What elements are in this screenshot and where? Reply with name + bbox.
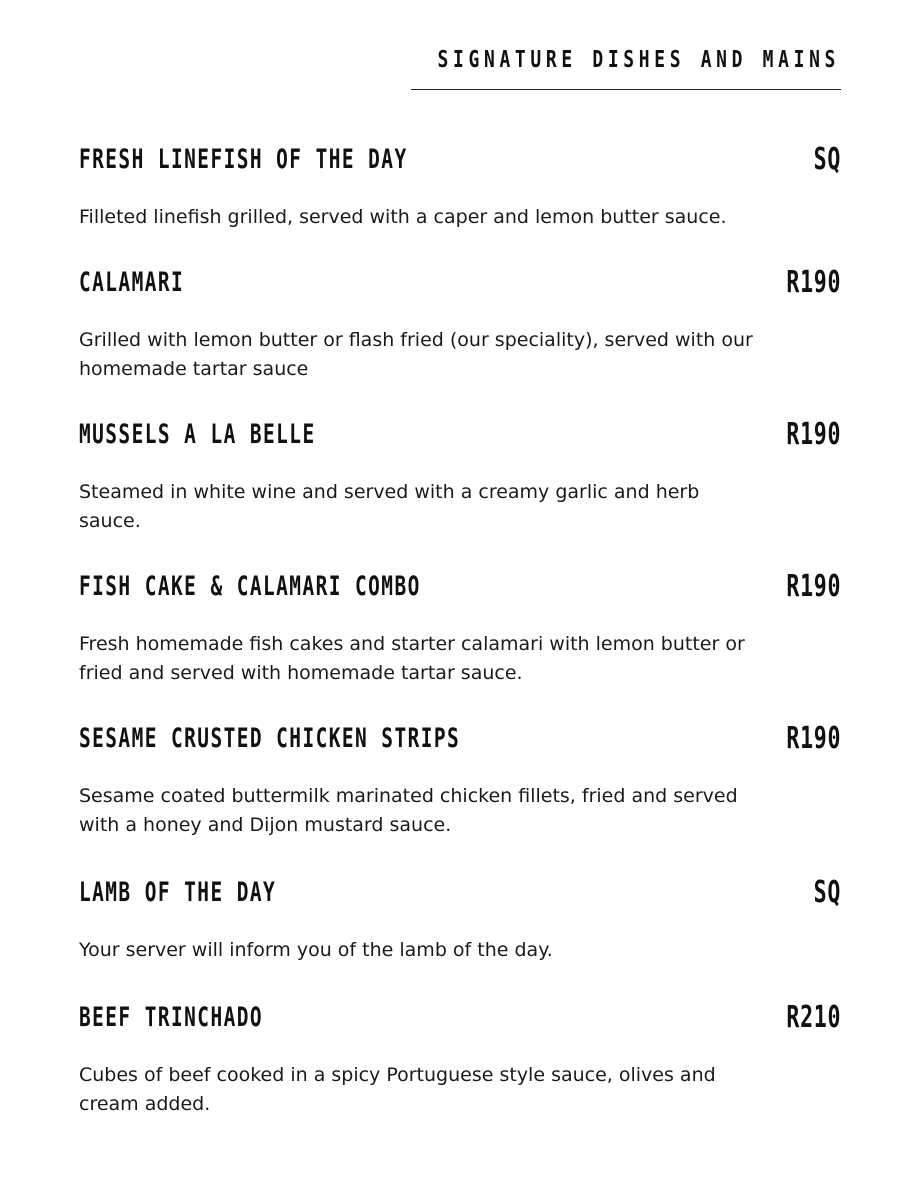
item-name: LAMB OF THE DAY	[79, 877, 277, 908]
item-price: SQ	[813, 142, 841, 177]
item-name: FISH CAKE & CALAMARI COMBO	[79, 571, 421, 602]
item-name: CALAMARI	[79, 267, 185, 298]
item-description: Fresh homemade fish cakes and starter calamari with lemon butter or fried and served with homemade tartar sauce.	[79, 633, 745, 684]
menu-item-linefish	[79, 142, 841, 232]
item-description: Filleted linefish grilled, served with a caper and lemon butter sauce.	[79, 206, 727, 228]
item-price: R190	[786, 265, 841, 300]
menu-item-fish-cake-combo	[79, 569, 841, 688]
item-price: SQ	[813, 875, 841, 910]
menu-item-chicken-strips	[79, 721, 841, 840]
item-name: BEEF TRINCHADO	[79, 1002, 264, 1033]
item-name: SESAME CRUSTED CHICKEN STRIPS	[79, 723, 461, 754]
menu-item-mussels	[79, 417, 841, 536]
menu-item-lamb	[79, 875, 841, 965]
item-description: Cubes of beef cooked in a spicy Portuguese style sauce, olives and cream added.	[79, 1064, 716, 1115]
title-underline	[411, 89, 841, 90]
item-description: Your server will inform you of the lamb of the day.	[79, 939, 553, 961]
item-price: R210	[786, 1000, 841, 1035]
item-price: R190	[786, 569, 841, 604]
item-name: FRESH LINEFISH OF THE DAY	[79, 144, 408, 175]
menu-item-calamari	[79, 265, 841, 384]
menu-item-beef-trinchado	[79, 1000, 841, 1119]
item-description: Grilled with lemon butter or flash fried (our speciality), served with our homemade tartar sauce	[79, 329, 753, 380]
item-description: Sesame coated buttermilk marinated chicken fillets, fried and served with a honey and Dijon mustard sauce.	[79, 785, 738, 836]
section-title: SIGNATURE DISHES AND MAINS	[437, 47, 840, 73]
item-price: R190	[786, 417, 841, 452]
item-description: Steamed in white wine and served with a creamy garlic and herb sauce.	[79, 481, 700, 532]
item-price: R190	[786, 721, 841, 756]
item-name: MUSSELS A LA BELLE	[79, 419, 316, 450]
